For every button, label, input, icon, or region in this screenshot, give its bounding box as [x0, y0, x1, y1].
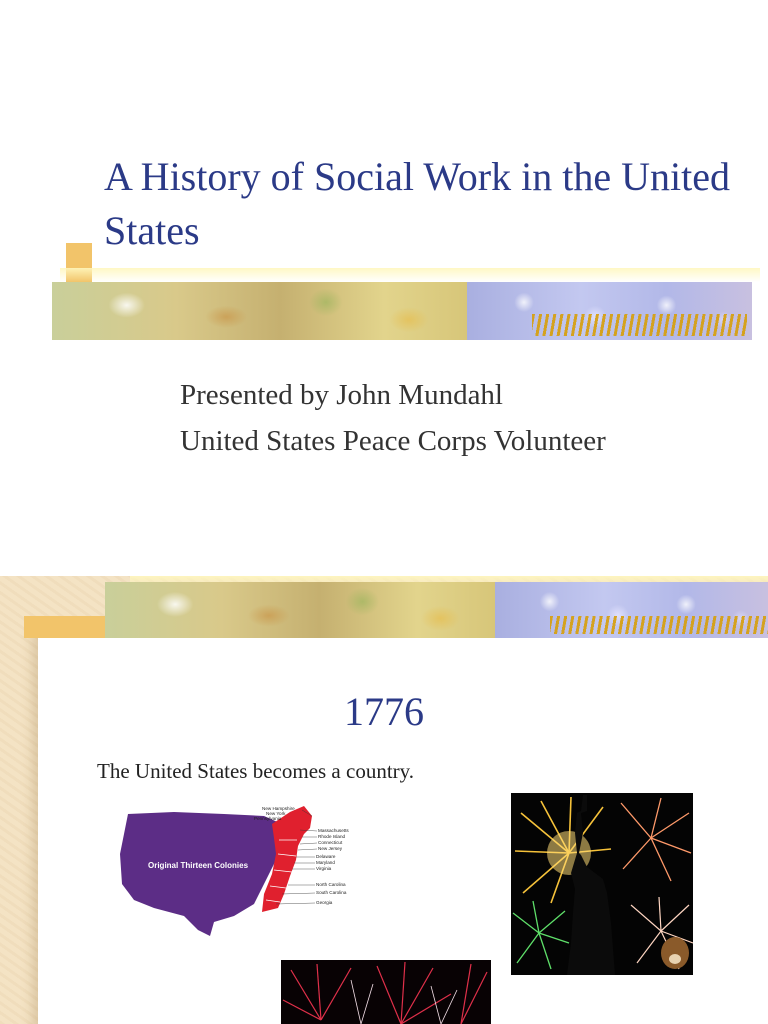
presenter-name: Presented by John Mundahl [180, 379, 503, 411]
decorative-glow [60, 268, 760, 282]
decorative-image-band [105, 582, 768, 638]
colony-label: Rhode Island [318, 834, 346, 839]
decorative-image-band [52, 282, 752, 340]
colony-label: New Jersey [318, 846, 342, 851]
colony-label: Virginia [316, 866, 332, 871]
presentation-title: A History of Social Work in the United States [104, 154, 730, 253]
colony-label: Massachusetts [318, 828, 349, 833]
colony-label: Maryland [316, 860, 335, 865]
presenter-info [180, 372, 606, 464]
fireworks-liberty-photo [511, 793, 693, 975]
colony-label: South Carolina [316, 890, 347, 895]
fireworks-photo [281, 960, 491, 1024]
colony-label: North Carolina [316, 882, 346, 887]
colony-label: New York [266, 811, 286, 816]
content-slide [0, 576, 768, 1024]
presenter-role: United States Peace Corps Volunteer [180, 425, 606, 457]
colony-label: Pennsylvania [254, 816, 282, 821]
colony-label: New Hampshire [262, 806, 295, 811]
slide-body-text: The United States becomes a country. [97, 759, 415, 783]
colony-label: Georgia [316, 900, 333, 905]
slide-heading-year: 1776 [344, 689, 424, 734]
thirteen-colonies-map [114, 804, 364, 944]
colony-label: Delaware [316, 854, 336, 859]
map-title: Original Thirteen Colonies [148, 861, 249, 870]
colony-label: Connecticut [318, 840, 343, 845]
